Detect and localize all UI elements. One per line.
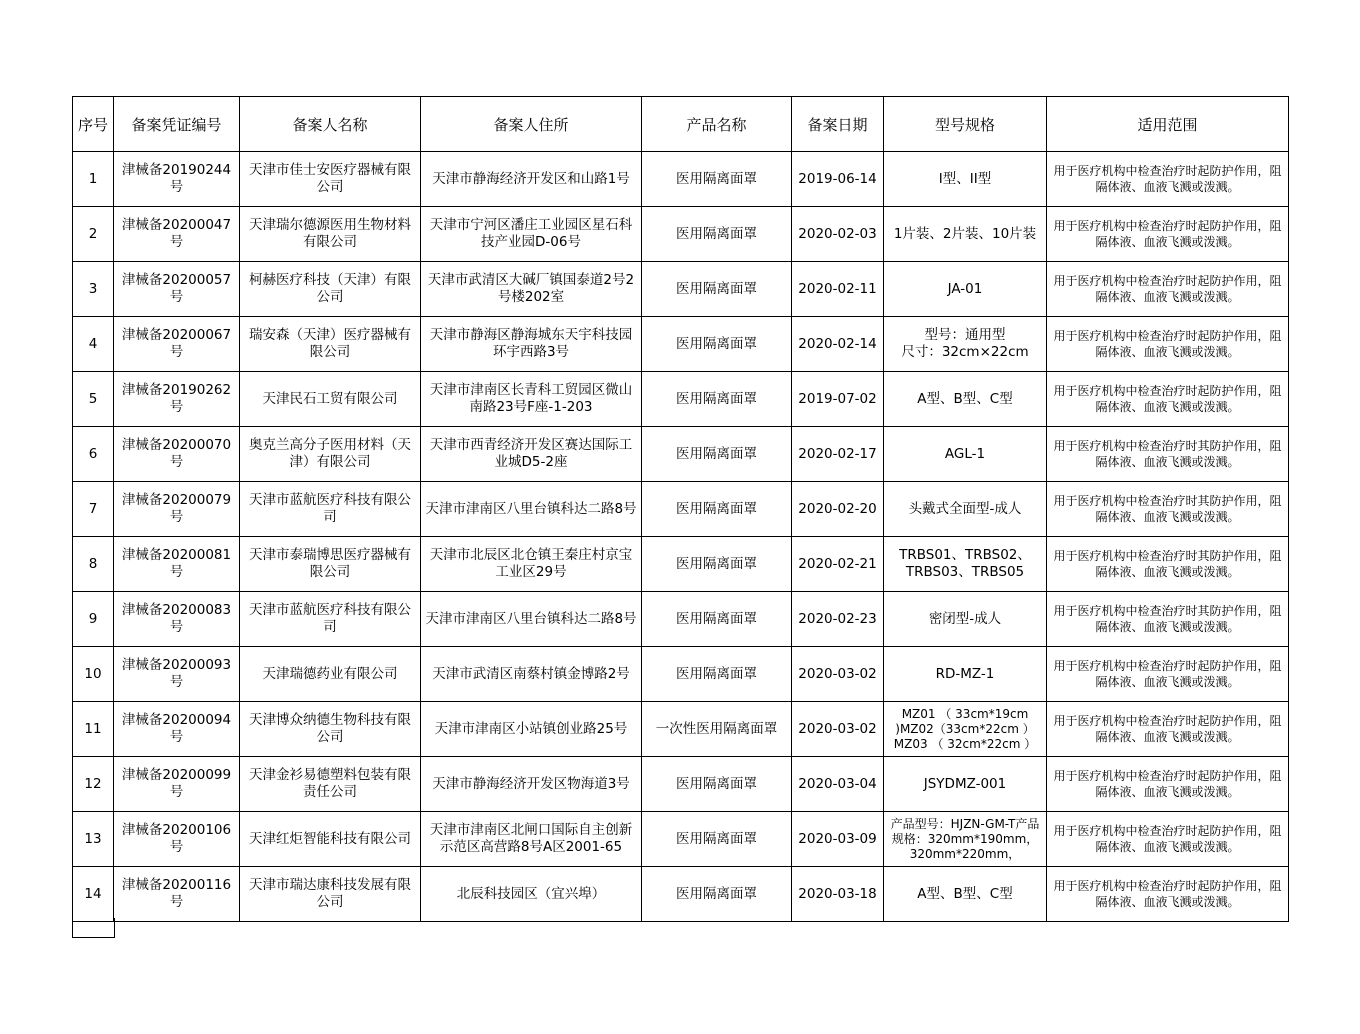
cell-certificate-no: 津械备20200099号 bbox=[114, 757, 240, 812]
cell-registrant-address: 天津市津南区小站镇创业路25号 bbox=[421, 702, 642, 757]
cell-registrant-name: 天津瑞尔德源医用生物材料有限公司 bbox=[240, 207, 421, 262]
cell-date: 2020-03-04 bbox=[792, 757, 884, 812]
cell-model-spec: TRBS01、TRBS02、 TRBS03、TRBS05 bbox=[884, 537, 1047, 592]
cell-date: 2020-02-03 bbox=[792, 207, 884, 262]
cell-scope: 用于医疗机构中检查治疗时起防护作用，阻隔体液、血液飞溅或泼溅。 bbox=[1047, 372, 1289, 427]
table-row bbox=[73, 372, 1289, 427]
cell-scope: 用于医疗机构中检查治疗时起防护作用，阻隔体液、血液飞溅或泼溅。 bbox=[1047, 867, 1289, 922]
cell-model-spec: JSYDMZ-001 bbox=[884, 757, 1047, 812]
cell-model-spec: I型、II型 bbox=[884, 152, 1047, 207]
cell-product-name: 医用隔离面罩 bbox=[642, 867, 792, 922]
cell-model-spec: 产品型号：HJZN-GM-T产品规格：320mm*190mm， 320mm*220mm， bbox=[884, 812, 1047, 867]
cell-certificate-no: 津械备20200067号 bbox=[114, 317, 240, 372]
table-row bbox=[73, 757, 1289, 812]
cell-registrant-name: 天津市瑞达康科技发展有限公司 bbox=[240, 867, 421, 922]
cell-index: 10 bbox=[73, 647, 114, 702]
cell-registrant-address: 天津市津南区八里台镇科达二路8号 bbox=[421, 592, 642, 647]
cell-registrant-name: 天津市佳士安医疗器械有限公司 bbox=[240, 152, 421, 207]
cell-product-name: 医用隔离面罩 bbox=[642, 317, 792, 372]
cell-scope: 用于医疗机构中检查治疗时起防护作用，阻隔体液、血液飞溅或泼溅。 bbox=[1047, 757, 1289, 812]
cell-certificate-no: 津械备20200083号 bbox=[114, 592, 240, 647]
cell-product-name: 医用隔离面罩 bbox=[642, 262, 792, 317]
cell-model-spec: AGL-1 bbox=[884, 427, 1047, 482]
registration-table bbox=[72, 96, 1289, 922]
cell-registrant-address: 天津市静海区静海城东天宇科技园环宇西路3号 bbox=[421, 317, 642, 372]
cell-date: 2020-03-02 bbox=[792, 702, 884, 757]
cell-scope: 用于医疗机构中检查治疗时起防护作用，阻隔体液、血液飞溅或泼溅。 bbox=[1047, 152, 1289, 207]
cell-certificate-no: 津械备20190262号 bbox=[114, 372, 240, 427]
header-product-name: 产品名称 bbox=[642, 97, 792, 152]
cell-index: 14 bbox=[73, 867, 114, 922]
cell-model-spec: A型、B型、C型 bbox=[884, 372, 1047, 427]
table-row bbox=[73, 812, 1289, 867]
cell-registrant-name: 天津市蓝航医疗科技有限公司 bbox=[240, 482, 421, 537]
cell-index: 13 bbox=[73, 812, 114, 867]
cell-index: 4 bbox=[73, 317, 114, 372]
cell-date: 2020-03-09 bbox=[792, 812, 884, 867]
cell-registrant-name: 天津市蓝航医疗科技有限公司 bbox=[240, 592, 421, 647]
cell-registrant-name: 天津博众纳德生物科技有限公司 bbox=[240, 702, 421, 757]
table-row bbox=[73, 262, 1289, 317]
cell-registrant-address: 天津市西青经济开发区赛达国际工业城D5-2座 bbox=[421, 427, 642, 482]
cell-model-spec: RD-MZ-1 bbox=[884, 647, 1047, 702]
table-row bbox=[73, 317, 1289, 372]
cell-registrant-address: 北辰科技园区（宜兴埠） bbox=[421, 867, 642, 922]
cell-registrant-address: 天津市武清区南蔡村镇金博路2号 bbox=[421, 647, 642, 702]
cell-model-spec: A型、B型、C型 bbox=[884, 867, 1047, 922]
cell-registrant-name: 天津瑞德药业有限公司 bbox=[240, 647, 421, 702]
cell-scope: 用于医疗机构中检查治疗时其防护作用，阻隔体液、血液飞溅或泼溅。 bbox=[1047, 592, 1289, 647]
cell-index: 12 bbox=[73, 757, 114, 812]
cell-model-spec: JA-01 bbox=[884, 262, 1047, 317]
cell-registrant-name: 奥克兰高分子医用材料（天津）有限公司 bbox=[240, 427, 421, 482]
cell-registrant-name: 天津红炬智能科技有限公司 bbox=[240, 812, 421, 867]
cell-model-spec: 型号：通用型 尺寸：32cm×22cm bbox=[884, 317, 1047, 372]
cell-certificate-no: 津械备20200057号 bbox=[114, 262, 240, 317]
cell-registrant-name: 天津金衫易德塑料包装有限责任公司 bbox=[240, 757, 421, 812]
header-model-spec: 型号规格 bbox=[884, 97, 1047, 152]
cell-registrant-address: 天津市北辰区北仓镇王秦庄村京宝工业区29号 bbox=[421, 537, 642, 592]
cell-certificate-no: 津械备20200079号 bbox=[114, 482, 240, 537]
header-certificate-no: 备案凭证编号 bbox=[114, 97, 240, 152]
cell-index: 5 bbox=[73, 372, 114, 427]
cell-index: 7 bbox=[73, 482, 114, 537]
cell-model-spec: 头戴式全面型-成人 bbox=[884, 482, 1047, 537]
cell-product-name: 医用隔离面罩 bbox=[642, 152, 792, 207]
cell-registrant-address: 天津市津南区长青科工贸园区微山南路23号F座-1-203 bbox=[421, 372, 642, 427]
cell-registrant-address: 天津市静海经济开发区物海道3号 bbox=[421, 757, 642, 812]
cell-product-name: 医用隔离面罩 bbox=[642, 757, 792, 812]
header-scope: 适用范围 bbox=[1047, 97, 1289, 152]
cell-index: 8 bbox=[73, 537, 114, 592]
cell-scope: 用于医疗机构中检查治疗时起防护作用，阻隔体液、血液飞溅或泼溅。 bbox=[1047, 317, 1289, 372]
cell-certificate-no: 津械备20200116号 bbox=[114, 867, 240, 922]
table-row bbox=[73, 702, 1289, 757]
cell-registrant-address: 天津市津南区八里台镇科达二路8号 bbox=[421, 482, 642, 537]
cell-date: 2020-03-18 bbox=[792, 867, 884, 922]
cell-date: 2020-03-02 bbox=[792, 647, 884, 702]
cell-index: 9 bbox=[73, 592, 114, 647]
table-row bbox=[73, 537, 1289, 592]
cell-product-name: 医用隔离面罩 bbox=[642, 372, 792, 427]
cell-index: 1 bbox=[73, 152, 114, 207]
cell-product-name: 医用隔离面罩 bbox=[642, 537, 792, 592]
cell-scope: 用于医疗机构中检查治疗时其防护作用，阻隔体液、血液飞溅或泼溅。 bbox=[1047, 427, 1289, 482]
table-row bbox=[73, 152, 1289, 207]
cell-registrant-name: 瑞安森（天津）医疗器械有限公司 bbox=[240, 317, 421, 372]
cell-scope: 用于医疗机构中检查治疗时起防护作用，阻隔体液、血液飞溅或泼溅。 bbox=[1047, 812, 1289, 867]
table-row bbox=[73, 592, 1289, 647]
cell-registrant-address: 天津市武清区大碱厂镇国泰道2号2号楼202室 bbox=[421, 262, 642, 317]
cell-scope: 用于医疗机构中检查治疗时起防护作用，阻隔体液、血液飞溅或泼溅。 bbox=[1047, 647, 1289, 702]
table-row bbox=[73, 867, 1289, 922]
cell-date: 2020-02-20 bbox=[792, 482, 884, 537]
cell-scope: 用于医疗机构中检查治疗时其防护作用，阻隔体液、血液飞溅或泼溅。 bbox=[1047, 537, 1289, 592]
cell-certificate-no: 津械备20200070号 bbox=[114, 427, 240, 482]
cell-scope: 用于医疗机构中检查治疗时起防护作用，阻隔体液、血液飞溅或泼溅。 bbox=[1047, 262, 1289, 317]
table-row bbox=[73, 647, 1289, 702]
cell-certificate-no: 津械备20190244号 bbox=[114, 152, 240, 207]
table-row bbox=[73, 427, 1289, 482]
table-header-row bbox=[73, 97, 1289, 152]
cell-date: 2020-02-11 bbox=[792, 262, 884, 317]
cell-certificate-no: 津械备20200093号 bbox=[114, 647, 240, 702]
cell-index: 2 bbox=[73, 207, 114, 262]
cell-certificate-no: 津械备20200081号 bbox=[114, 537, 240, 592]
cell-registrant-name: 天津市泰瑞博思医疗器械有限公司 bbox=[240, 537, 421, 592]
cell-model-spec: 1片装、2片装、10片装 bbox=[884, 207, 1047, 262]
cell-certificate-no: 津械备20200106号 bbox=[114, 812, 240, 867]
cell-product-name: 医用隔离面罩 bbox=[642, 812, 792, 867]
header-registrant-address: 备案人住所 bbox=[421, 97, 642, 152]
cell-registrant-name: 天津民石工贸有限公司 bbox=[240, 372, 421, 427]
cell-registrant-name: 柯赫医疗科技（天津）有限公司 bbox=[240, 262, 421, 317]
cell-product-name: 一次性医用隔离面罩 bbox=[642, 702, 792, 757]
cell-date: 2019-06-14 bbox=[792, 152, 884, 207]
cell-registrant-address: 天津市静海经济开发区和山路1号 bbox=[421, 152, 642, 207]
cell-index: 11 bbox=[73, 702, 114, 757]
cell-registrant-address: 天津市宁河区潘庄工业园区星石科技产业园D-06号 bbox=[421, 207, 642, 262]
cell-product-name: 医用隔离面罩 bbox=[642, 482, 792, 537]
cell-scope: 用于医疗机构中检查治疗时其防护作用，阻隔体液、血液飞溅或泼溅。 bbox=[1047, 482, 1289, 537]
table-row bbox=[73, 482, 1289, 537]
cell-product-name: 医用隔离面罩 bbox=[642, 592, 792, 647]
cell-certificate-no: 津械备20200047号 bbox=[114, 207, 240, 262]
cell-index: 3 bbox=[73, 262, 114, 317]
cell-date: 2020-02-21 bbox=[792, 537, 884, 592]
cell-model-spec: 密闭型-成人 bbox=[884, 592, 1047, 647]
cell-date: 2020-02-23 bbox=[792, 592, 884, 647]
cell-scope: 用于医疗机构中检查治疗时起防护作用，阻隔体液、血液飞溅或泼溅。 bbox=[1047, 207, 1289, 262]
header-index: 序号 bbox=[73, 97, 114, 152]
cell-product-name: 医用隔离面罩 bbox=[642, 647, 792, 702]
cell-product-name: 医用隔离面罩 bbox=[642, 427, 792, 482]
cell-date: 2020-02-17 bbox=[792, 427, 884, 482]
table-row bbox=[73, 207, 1289, 262]
cell-date: 2019-07-02 bbox=[792, 372, 884, 427]
empty-trailing-cell bbox=[72, 918, 115, 938]
header-date: 备案日期 bbox=[792, 97, 884, 152]
cell-registrant-address: 天津市津南区北闸口国际自主创新示范区高营路8号A区2001-65 bbox=[421, 812, 642, 867]
cell-index: 6 bbox=[73, 427, 114, 482]
cell-certificate-no: 津械备20200094号 bbox=[114, 702, 240, 757]
cell-scope: 用于医疗机构中检查治疗时起防护作用，阻隔体液、血液飞溅或泼溅。 bbox=[1047, 702, 1289, 757]
cell-date: 2020-02-14 bbox=[792, 317, 884, 372]
cell-model-spec: MZ01 （ 33cm*19cm )MZ02（33cm*22cm ） MZ03 （ 32cm*22cm ） bbox=[884, 702, 1047, 757]
cell-product-name: 医用隔离面罩 bbox=[642, 207, 792, 262]
header-registrant-name: 备案人名称 bbox=[240, 97, 421, 152]
